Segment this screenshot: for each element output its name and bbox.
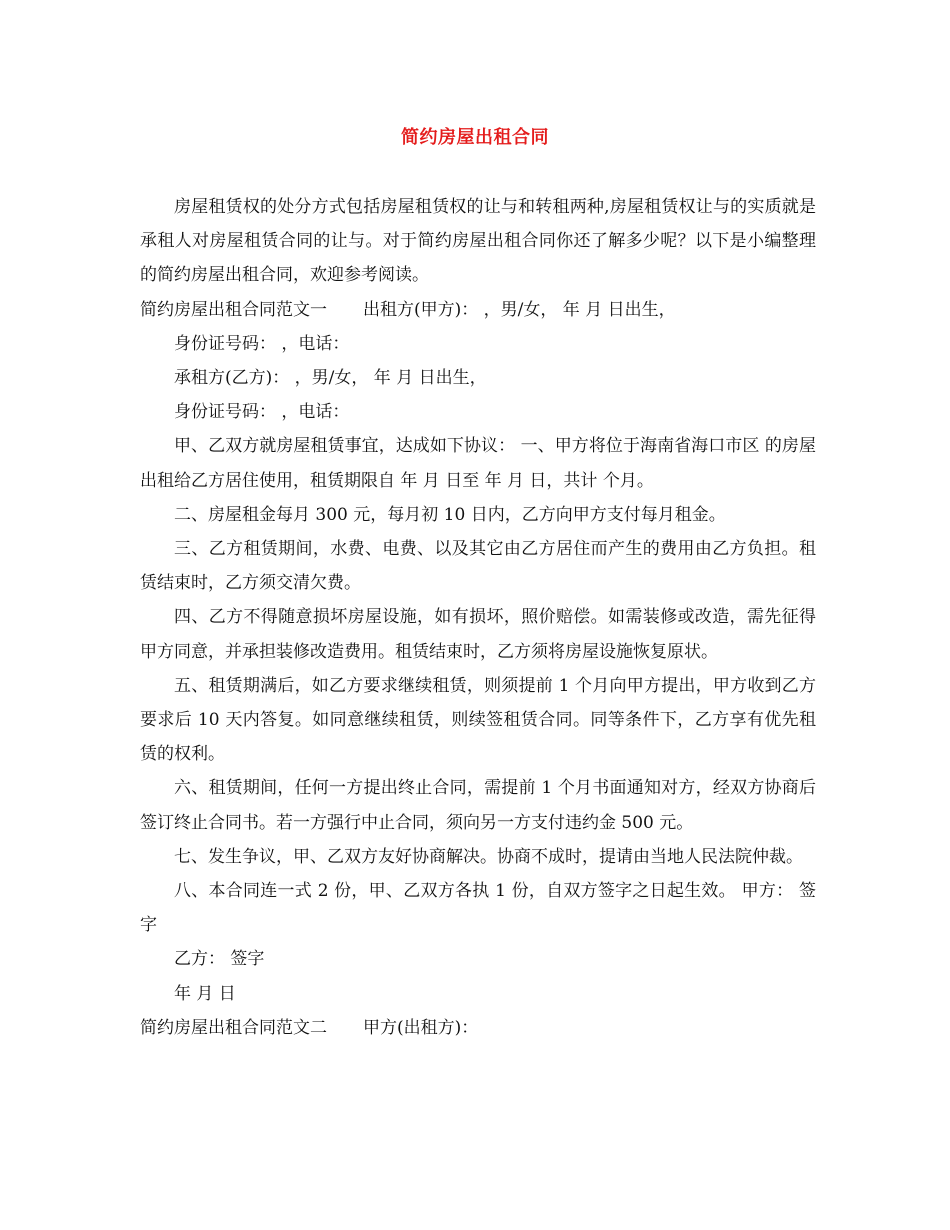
- intro-paragraph: 房屋租赁权的处分方式包括房屋租赁权的让与和转租两种,房屋租赁权让与的实质就是承租人对房屋租赁合同的让与。对于简约房屋出租合同你还了解多少呢？以下是小编整理的简约房屋出租合同，欢迎参考阅读。: [140, 197, 816, 286]
- party-a-line: 甲方(出租方)：: [363, 1017, 479, 1038]
- clause-4: 四、乙方不得随意损坏房屋设施，如有损坏，照价赔偿。如需装修或改造，需先征得甲方同意，并承担装修改造费用。租赁结束时，乙方须将房屋设施恢复原状。: [140, 607, 816, 662]
- date-line: 年 月 日: [174, 983, 236, 1004]
- lessee-line: 承租方(乙方)： ，男/女， 年 月 日出生，: [174, 368, 487, 389]
- clause-1: 甲、乙双方就房屋租赁事宜，达成如下协议： 一、甲方将位于海南省海口市区 的房屋出租给乙方居住使用，租赁期限自 年 月 日至 年 月 日，共计 个月。: [140, 436, 816, 491]
- document-body: [140, 190, 816, 1045]
- lessee-id-line: 身份证号码： ，电话：: [174, 402, 350, 423]
- clause-2: 二、房屋租金每月 300 元，每月初 10 日内，乙方向甲方支付每月租金。: [174, 504, 726, 525]
- clause-5: 五、租赁期满后，如乙方要求继续租赁，则须提前 1 个月向甲方提出，甲方收到乙方要求后 10 天内答复。如同意继续租赁，则续签租赁合同。同等条件下，乙方享有优先租赁的权利。: [140, 675, 816, 765]
- sample-one-heading: 简约房屋出租合同范文一: [140, 299, 327, 320]
- clause-3: 三、乙方租赁期间，水费、电费、以及其它由乙方居住而产生的费用由乙方负担。租赁结束时，乙方须交清欠费。: [140, 539, 816, 594]
- lessee-signature-line: 乙方： 签字: [174, 949, 265, 970]
- clause-8: 八、本合同连一式 2 份，甲、乙双方各执 1 份，自双方签字之日起生效。 甲方： 签字: [140, 881, 816, 936]
- document-title: 简约房屋出租合同: [401, 127, 549, 148]
- sample-two-heading: 简约房屋出租合同范文二: [140, 1017, 327, 1038]
- sample-two-heading-line: [140, 1011, 816, 1045]
- sample-one-heading-line: [140, 293, 816, 327]
- clause-6: 六、租赁期间，任何一方提出终止合同，需提前 1 个月书面通知对方，经双方协商后签订终止合同书。若一方强行中止合同，须向另一方支付违约金 500 元。: [140, 778, 816, 833]
- lessor-id-line: 身份证号码： ，电话：: [174, 333, 350, 354]
- lessor-line: 出租方(甲方)： ，男/女， 年 月 日出生，: [363, 299, 676, 320]
- clause-7: 七、发生争议，甲、乙双方友好协商解决。协商不成时，提请由当地人民法院仲裁。: [174, 846, 803, 867]
